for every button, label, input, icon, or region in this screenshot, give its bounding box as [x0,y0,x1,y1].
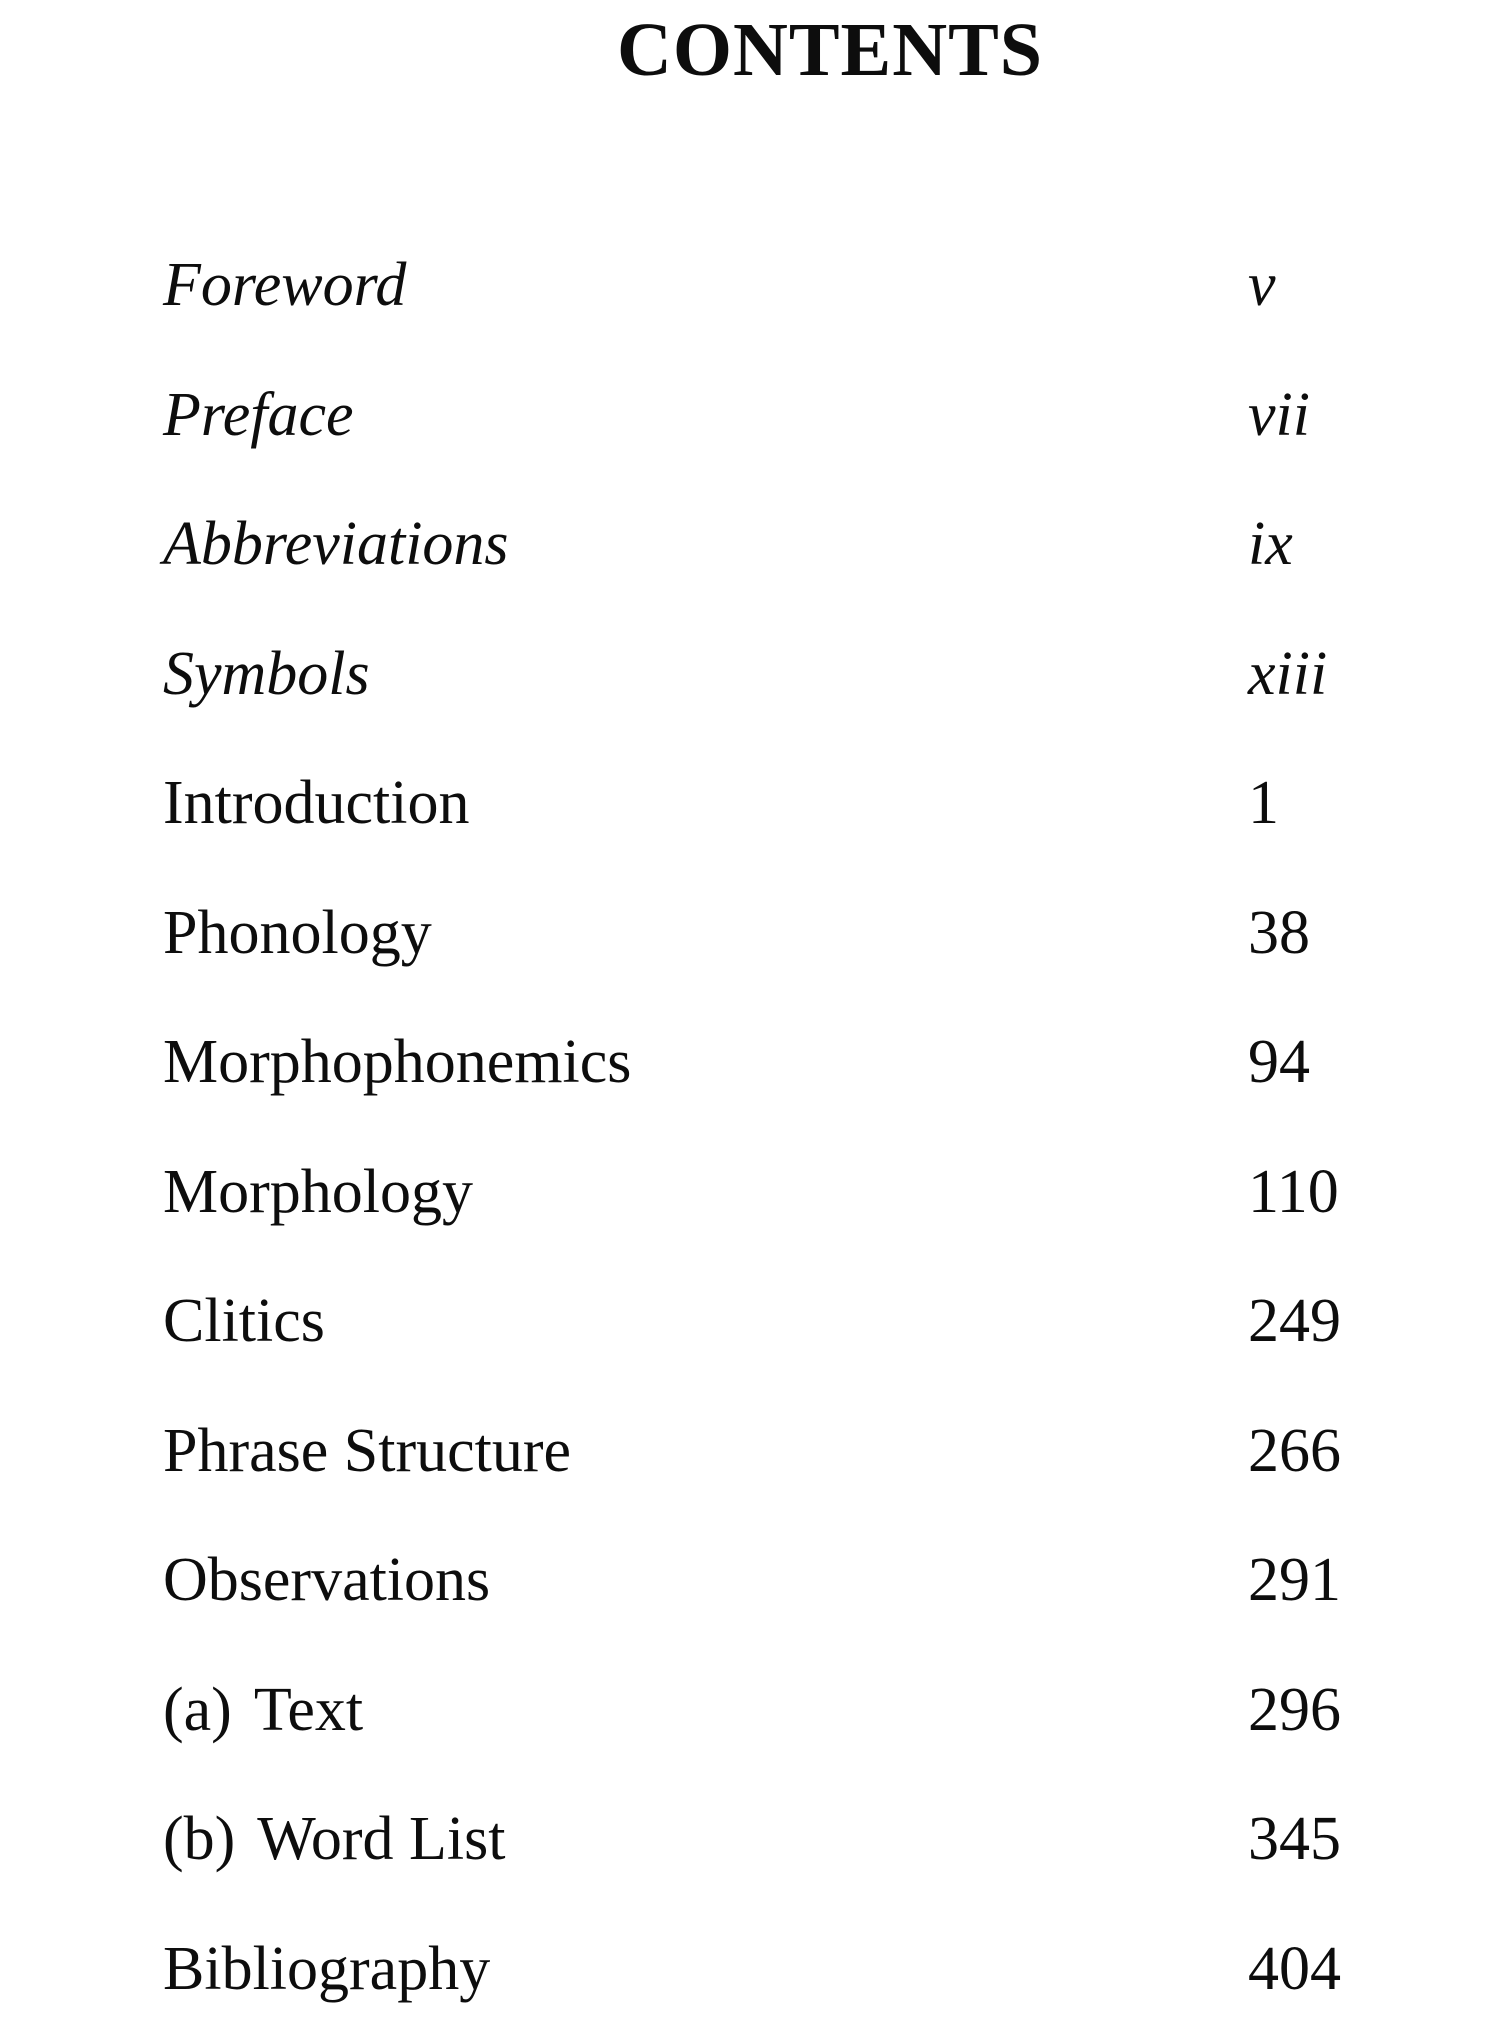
toc-entry-page-number: 296 [1248,1676,1341,1744]
toc-entry-page-number: 291 [1248,1546,1341,1614]
toc-entry-page-number: vii [1248,381,1310,449]
toc-entry-clitics [0,1273,1500,1369]
toc-entry-page-number: 404 [1248,1935,1341,2003]
toc-entry-foreword [0,237,1500,333]
toc-entry-page-number: ix [1248,510,1293,578]
toc-entry-page-number: 1 [1248,769,1279,837]
toc-entry-morphophonemics [0,1014,1500,1110]
toc-entry-label: Morphophonemics [163,1028,632,1096]
toc-entry-page-number: 249 [1248,1287,1341,1355]
toc-entry-morphology [0,1144,1500,1240]
toc-entry-page-number: 110 [1248,1158,1339,1226]
page-title: CONTENTS [616,8,1044,92]
toc-entry-page-number: xiii [1248,640,1328,708]
toc-entry-phrase-structure [0,1403,1500,1499]
toc-entry-symbols [0,626,1500,722]
toc-entry-page-number: 266 [1248,1417,1341,1485]
toc-entry-label: Preface [163,381,354,449]
toc-entry-label: Foreword [163,251,407,319]
toc-entry-label: Text [253,1676,364,1744]
toc-entry-label: Symbols [163,640,370,708]
toc-entry-label: Phonology [163,899,432,967]
toc-entry-page-number: v [1248,251,1276,319]
toc-entry-abbreviations [0,496,1500,592]
toc-entry-introduction [0,755,1500,851]
toc-entry-label: Word List [257,1805,506,1873]
toc-entry-word-list [0,1791,1500,1887]
toc-entry-preface [0,367,1500,463]
toc-entry-label: Clitics [163,1287,325,1355]
toc-entry-label: Morphology [163,1158,473,1226]
toc-entry-label: Phrase Structure [163,1417,572,1485]
toc-entry-page-number: 345 [1248,1805,1341,1873]
toc-entry-sub-marker: (a) [163,1676,232,1744]
toc-entry-label: Abbreviations [163,510,509,578]
toc-entry-page-number: 94 [1248,1028,1310,1096]
toc-entry-observations [0,1532,1500,1628]
toc-entry-label: Introduction [163,769,470,837]
toc-entry-text [0,1662,1500,1758]
toc-entry-label-group [163,1662,363,1758]
toc-entry-sub-marker: (b) [163,1805,236,1873]
toc-entry-bibliography [0,1921,1500,2017]
toc-entry-label: Observations [163,1546,491,1614]
toc-entry-phonology [0,885,1500,981]
toc-entry-label-group [163,1791,505,1887]
toc-entry-label: Bibliography [163,1935,491,2003]
toc-entry-page-number: 38 [1248,899,1310,967]
